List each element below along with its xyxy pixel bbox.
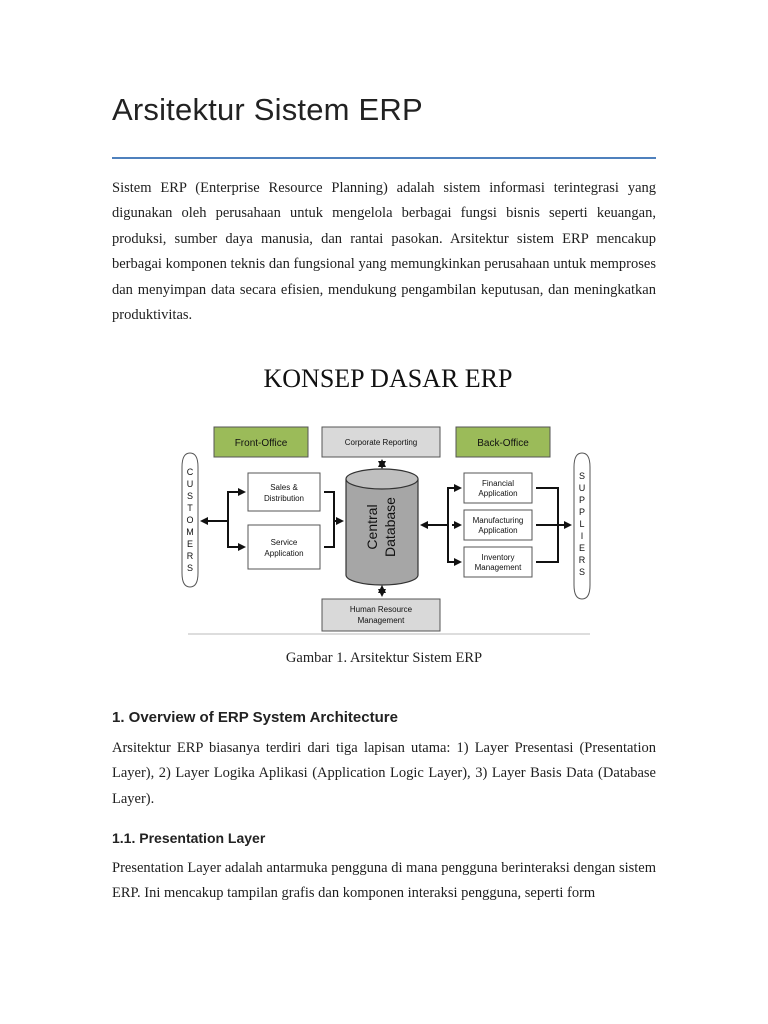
suppliers-letter: S [578, 567, 586, 577]
section-1-1-heading: 1.1. Presentation Layer [112, 830, 266, 846]
page-title: Arsitektur Sistem ERP [112, 92, 423, 127]
manufacturing-label-line2: Application [478, 526, 518, 535]
erp-diagram [176, 355, 600, 635]
manufacturing-label-line1: Manufacturing [472, 516, 524, 525]
sales-label-line1: Sales & [270, 483, 298, 492]
suppliers-letter: P [578, 507, 586, 517]
suppliers-letter: S [578, 471, 586, 481]
left-bracket [228, 492, 244, 547]
financial-label-line2: Application [478, 489, 518, 498]
customers-letter: E [186, 539, 194, 549]
customers-letter: M [186, 527, 194, 537]
financial-label-line1: Financial [481, 479, 515, 488]
back-office-label: Back-Office [477, 438, 529, 449]
customers-letter: U [186, 479, 194, 489]
service-label-line1: Service [270, 538, 298, 547]
left-inner-bracket [324, 492, 334, 547]
intro-paragraph: Sistem ERP (Enterprise Resource Planning) adalah sistem informasi terintegrasi yang digunakan oleh perusahaan untuk mengelola berbagai fungsi bisnis seperti keuangan, produksi, sumber daya manusia, dan rantai pasokan. Arsitektur sistem ERP mencakup berbagai komponen teknis dan fungsional yang memungkinkan perusahaan untuk memproses dan menyimpan data secara efisien, mendukung pengambilan keputusan, dan meningkatkan produktivitas. [112, 180, 656, 324]
customers-letter: O [186, 515, 194, 525]
customers-letter: S [186, 491, 194, 501]
suppliers-letter: R [578, 555, 586, 565]
sales-distribution-box [248, 473, 320, 511]
database-label-line1: Central [364, 504, 380, 550]
section-1-paragraph: Arsitektur ERP biasanya terdiri dari tiga lapisan utama: 1) Layer Presentasi (Presentation Layer), 2) Layer Logika Aplikasi (Application Logic Layer), 3) Layer Basis Data (Database Layer). [112, 740, 656, 807]
service-application-box [248, 525, 320, 569]
section-1-heading: 1. Overview of ERP System Architecture [112, 709, 398, 726]
suppliers-letter: U [578, 483, 586, 493]
customers-letters [186, 467, 194, 573]
human-resource-box [322, 599, 440, 631]
sales-label-line2: Distribution [263, 494, 305, 503]
inventory-management-box [464, 547, 532, 577]
suppliers-letter: P [578, 495, 586, 505]
front-office-label: Front-Office [234, 438, 288, 449]
section-1-1-paragraph: Presentation Layer adalah antarmuka pengguna di mana pengguna berinteraksi dengan sistem ERP. Ini mencakup tampilan grafis dan komponen interaksi pengguna, seperti form [112, 860, 656, 902]
suppliers-letter: L [579, 519, 585, 529]
inventory-label-line2: Management [474, 563, 522, 572]
manufacturing-application-box [464, 510, 532, 540]
customers-letter: R [186, 551, 194, 561]
suppliers-letter: I [580, 531, 584, 541]
hr-label-line2: Management [357, 616, 405, 625]
suppliers-letter: E [578, 543, 586, 553]
hr-label-line1: Human Resource [349, 605, 413, 614]
diagram-title: KONSEP DASAR ERP [263, 364, 513, 393]
erp-concept-figure [176, 355, 600, 635]
customers-letter: S [186, 563, 194, 573]
customers-letter: C [186, 467, 194, 477]
corporate-reporting-label: Corporate Reporting [344, 438, 418, 447]
figure-caption: Gambar 1. Arsitektur Sistem ERP [285, 650, 483, 666]
inventory-label-line1: Inventory [481, 553, 515, 562]
service-label-line2: Application [264, 549, 304, 558]
database-label-line2: Database [382, 497, 398, 557]
customers-letter: T [187, 503, 193, 513]
financial-application-box [464, 473, 532, 503]
title-underline [112, 157, 656, 159]
